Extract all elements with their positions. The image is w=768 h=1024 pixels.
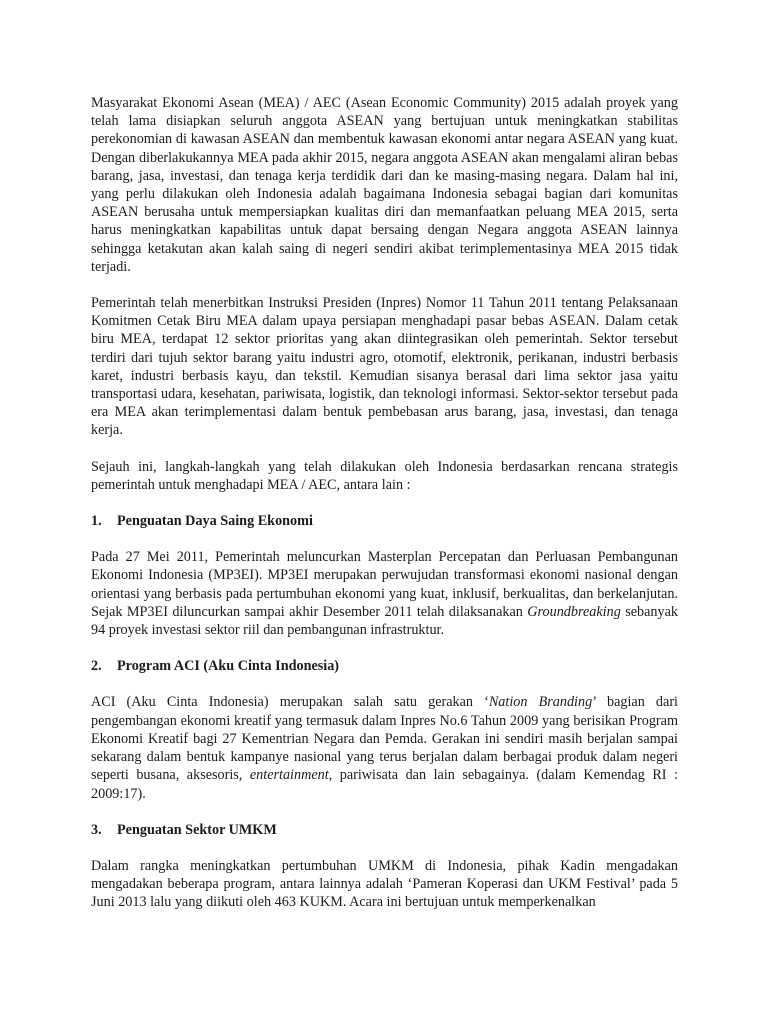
paragraph-text: ACI (Aku Cinta Indonesia) merupakan salah satu gerakan ‘ — [91, 694, 489, 711]
heading-number: 2. — [91, 658, 102, 675]
heading-text: Penguatan Sektor UMKM — [117, 821, 277, 838]
paragraph-aci — [91, 693, 678, 802]
heading-text: Program ACI (Aku Cinta Indonesia) — [117, 658, 340, 675]
heading-text: Penguatan Daya Saing Ekonomi — [117, 513, 313, 530]
italic-term: Groundbreaking — [527, 603, 621, 620]
document-body — [91, 94, 678, 930]
paragraph-intro-mea: Masyarakat Ekonomi Asean (MEA) / AEC (Asean Economic Community) 2015 adalah proyek yang telah lama disiapkan seluruh anggota ASEAN yang bertujuan untuk meningkatkan stabilitas perekonomian di kawasan ASEAN dan membentuk kawasan ekonomi antar negara ASEAN yang kuat. Dengan diberlakukannya MEA pada akhir 2015, negara anggota ASEAN akan mengalami aliran bebas barang, jasa, investasi, dan tenaga kerja terdidik dari dan ke masing-masing negara. Dalam hal ini, yang perlu dilakukan oleh Indonesia adalah bagaimana Indonesia sebagai bagian dari komunitas ASEAN berusaha untuk mempersiapkan kualitas diri dan memanfaatkan peluang MEA 2015, serta harus meningkatkan kapabilitas untuk dapat bersaing dengan Negara anggota ASEAN lainnya sehingga ketakutan akan kalah saing di negeri sendiri akibat terimplementasinya MEA 2015 tidak terjadi. — [91, 95, 678, 275]
paragraph-mp3ei — [91, 548, 678, 639]
heading-daya-saing — [91, 512, 678, 530]
heading-program-aci — [91, 657, 678, 675]
heading-number: 3. — [91, 821, 102, 838]
italic-term: Nation Branding — [488, 694, 593, 711]
paragraph-umkm: Dalam rangka meningkatkan pertumbuhan UMKM di Indonesia, pihak Kadin mengadakan mengadakan beberapa program, antara lainnya adalah ‘Pameran Koperasi dan UKM Festival’ pada 5 Juni 2013 lalu yang diikuti oleh 463 KUKM. Acara ini bertujuan untuk memperkenalkan — [91, 857, 678, 911]
paragraph-text: Pada 27 Mei 2011, Pemerintah meluncurkan Masterplan Percepatan dan Perluasan Pembangunan Ekonomi Indonesia (MP3EI). MP3EI merupakan perwujudan transformasi ekonomi nasional dengan orientasi yang berbasis pada pertumbuhan ekonomi yang kuat, inklusif, berkualitas, dan berkelanjutan. Sejak MP3EI diluncurkan sampai akhir Desember 2011 telah dilaksanakan — [91, 549, 678, 620]
paragraph-text: sebanyak 94 proyek investasi sektor riil dan pembangunan infrastruktur. — [91, 603, 678, 639]
paragraph-text: , pariwisata dan lain sebagainya. (dalam Kemendag RI : 2009:17). — [91, 767, 678, 802]
paragraph-text: ’ bagian dari pengembangan ekonomi kreatif yang termasuk dalam Inpres No.6 Tahun 2009 yang berisikan Program Ekonomi Kreatif bagi 27 Kementrian Negara dan Pemda. Gerakan ini sendiri masih berjalan sampai sekarang dalam bentuk kampanye nasional yang terus berjalan dalam berbagai produk dalam negeri seperti busana, aksesoris, — [91, 694, 678, 784]
heading-number: 1. — [91, 513, 102, 530]
heading-umkm — [91, 821, 678, 839]
italic-term: entertainment — [249, 767, 329, 784]
paragraph-strategy-intro: Sejauh ini, langkah-langkah yang telah dilakukan oleh Indonesia berdasarkan rencana strategis pemerintah untuk menghadapi MEA / AEC, antara lain : — [91, 458, 678, 493]
paragraph-inpres: Pemerintah telah menerbitkan Instruksi Presiden (Inpres) Nomor 11 Tahun 2011 tentang Pelaksanaan Komitmen Cetak Biru MEA dalam upaya persiapan menghadapi pasar bebas ASEAN. Dalam cetak biru MEA, terdapat 12 sektor prioritas yang akan diintegrasikan oleh pemerintah. Sektor tersebut terdiri dari tujuh sektor barang yaitu industri agro, otomotif, elektronik, perikanan, industri berbasis karet, industri berbasis kayu, dan tekstil. Kemudian sisanya berasal dari lima sektor jasa yaitu transportasi udara, kesehatan, pariwisata, logistik, dan teknologi informasi. Sektor-sektor tersebut pada era MEA akan terimplementasi dalam bentuk pembebasan arus barang, jasa, investasi, dan tenaga kerja. — [91, 295, 678, 439]
